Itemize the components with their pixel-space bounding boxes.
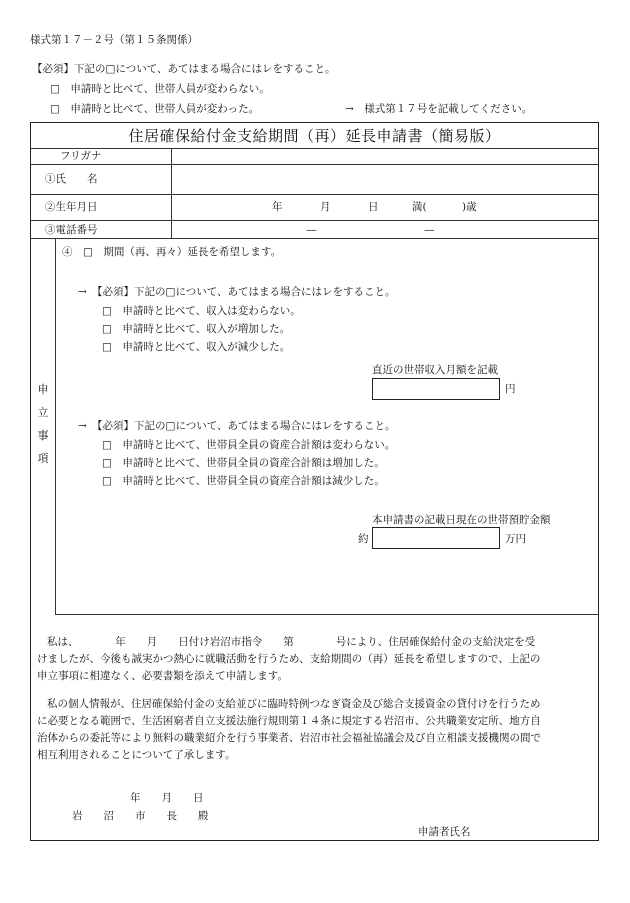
privacy-consent-paragraph: 私の個人情報が、住居確保給付金の支給並びに臨時特例つなぎ資金及び総合支援資金の貸付けを行うため に必要となる範囲で、生活困窮者自立支援法施行規則第１４条に規定する岩沼市、公共職業安定所、地方自 治体からの委託等により無料の職業紹介を行う事業者、岩沼市社会福祉協議会及び自立相談支援機関の間で 相互利用されることについて了承します。 xyxy=(37,698,541,761)
divider xyxy=(55,238,56,614)
household-changed-checkbox[interactable]: □ 申請時と比べて、世帯人員が変わった。 xyxy=(50,103,260,115)
furigana-label: フリガナ xyxy=(60,150,102,162)
dob-age-suffix: )歳 xyxy=(462,201,477,213)
dob-month-label: 月 xyxy=(320,201,331,213)
divider xyxy=(31,194,598,195)
household-changed-instruction: → 様式第１７号を記載してください。 xyxy=(345,103,533,115)
phone-dash: — xyxy=(306,224,317,236)
divider xyxy=(31,220,598,221)
name-field[interactable] xyxy=(172,165,597,193)
asset-unchanged-checkbox[interactable]: □ 申請時と比べて、世帯員全員の資産合計額は変わらない。 xyxy=(102,439,396,451)
application-date: 年 月 日 xyxy=(130,792,204,804)
income-amount-label: 直近の世帯収入月額を記載 xyxy=(372,364,498,376)
furigana-field[interactable] xyxy=(172,149,597,163)
asset-increased-checkbox[interactable]: □ 申請時と比べて、世帯員全員の資産合計額は増加した。 xyxy=(102,457,385,469)
divider xyxy=(55,614,598,615)
income-decreased-checkbox[interactable]: □ 申請時と比べて、収入が減少した。 xyxy=(102,341,291,353)
income-amount-input[interactable] xyxy=(372,378,500,400)
addressee: 岩 沼 市 長 殿 xyxy=(72,810,209,822)
savings-label: 本申請書の記載日現在の世帯預貯金額 xyxy=(372,514,551,526)
savings-prefix: 約 xyxy=(358,533,369,545)
dob-label: ②生年月日 xyxy=(45,201,98,213)
declaration-paragraph: 私は、 年 月 日付け岩沼市指令 第 号により、住居確保給付金の支給決定を受 けましたが、今後も誠実かつ熱心に就職活動を行うため、支給期間の（再）延長を希望しますので、上記の 申立事項に相違なく、必要書類を添えて申請します。 xyxy=(37,636,541,682)
income-increased-checkbox[interactable]: □ 申請時と比べて、収入が増加した。 xyxy=(102,323,291,335)
required-note: 【必須】下記の□について、あてはまる場合にはレをすること。 xyxy=(32,63,336,75)
phone-label: ③電話番号 xyxy=(45,224,98,236)
form-number: 様式第１７－２号（第１５条関係） xyxy=(30,34,198,46)
dob-day-label: 日 xyxy=(368,201,379,213)
household-unchanged-checkbox[interactable]: □ 申請時と比べて、世帯人員が変わらない。 xyxy=(50,83,270,95)
income-required-note: → 【必須】下記の□について、あてはまる場合にはレをすること。 xyxy=(78,286,396,298)
income-unchanged-checkbox[interactable]: □ 申請時と比べて、収入は変わらない。 xyxy=(102,305,301,317)
application-side-label: 申 立 事 項 xyxy=(37,383,49,465)
phone-dash: — xyxy=(424,224,435,236)
divider xyxy=(31,238,598,239)
dob-year-label: 年 xyxy=(272,201,283,213)
form-title: 住居確保給付金支給期間（再）延長申請書（簡易版） xyxy=(128,127,501,145)
dob-age-prefix: 満( xyxy=(412,201,427,213)
applicant-name-field[interactable] xyxy=(478,822,593,838)
savings-amount-input[interactable] xyxy=(372,527,500,549)
extension-request-checkbox[interactable]: ④ □ 期間（再、再々）延長を希望します。 xyxy=(62,246,282,258)
asset-required-note: → 【必須】下記の□について、あてはまる場合にはレをすること。 xyxy=(78,420,396,432)
applicant-name-label: 申請者氏名 xyxy=(418,826,471,838)
name-label: ①氏 名 xyxy=(45,173,98,185)
income-unit: 円 xyxy=(505,383,516,395)
savings-unit: 万円 xyxy=(505,533,526,545)
asset-decreased-checkbox[interactable]: □ 申請時と比べて、世帯員全員の資産合計額は減少した。 xyxy=(102,475,385,487)
